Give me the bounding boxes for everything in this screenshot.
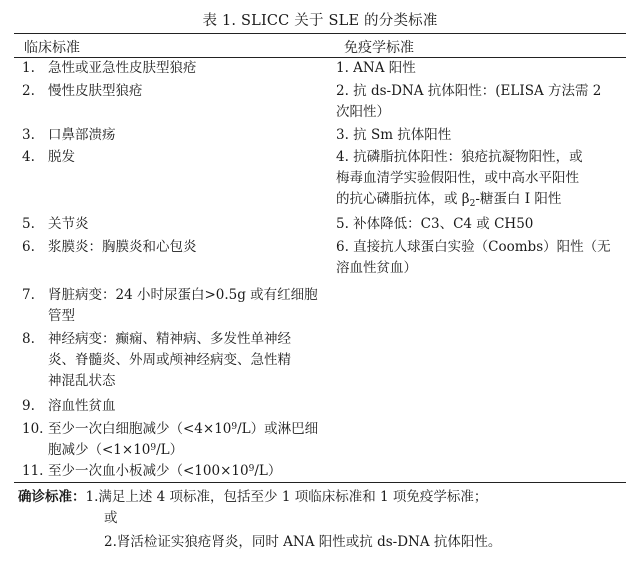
immuno-item-1: 1. ANA 阳性 [336,60,416,76]
top-rule [14,33,626,34]
diagnosis-line-1: 确诊标准：1.满足上述 4 项标准，包括至少 1 项临床标准和 1 项免疫学标准； [18,489,488,505]
immuno-item-2: 2. 抗 ds-DNA 抗体阳性：(ELISA 方法需 2 次阳性） [336,83,602,120]
immuno-item-3: 3. 抗 Sm 抗体阳性 [336,127,452,143]
immuno-item-5: 5. 补体降低：C3、C4 或 CH50 [336,216,534,232]
diagnosis-label: 确诊标准： [18,489,86,505]
immuno-item-4: 4. 抗磷脂抗体阳性：狼疮抗凝物阳性，或 梅毒血清学实验假阳性，或中高水平阳性 的抗心磷脂抗体，或 $\beta_2-$糖蛋白 I 阳性 [336,149,583,209]
diagnosis-or: 或 [104,510,118,526]
table-title: 表 1. SLICC 关于 SLE 的分类标准 [202,13,438,29]
header-clinical: 临床标准 [24,40,80,56]
bottom-rule [14,482,626,483]
header-immunology: 免疫学标准 [344,40,414,56]
diagnosis-line-2: 2.肾活检证实狼疮肾炎，同时 ANA 阳性或抗 ds-DNA 抗体阳性。 [104,534,502,550]
immuno-item-6: 6. 直接抗人球蛋白实验（Coombs）阳性（无 溶血性贫血） [336,239,611,276]
